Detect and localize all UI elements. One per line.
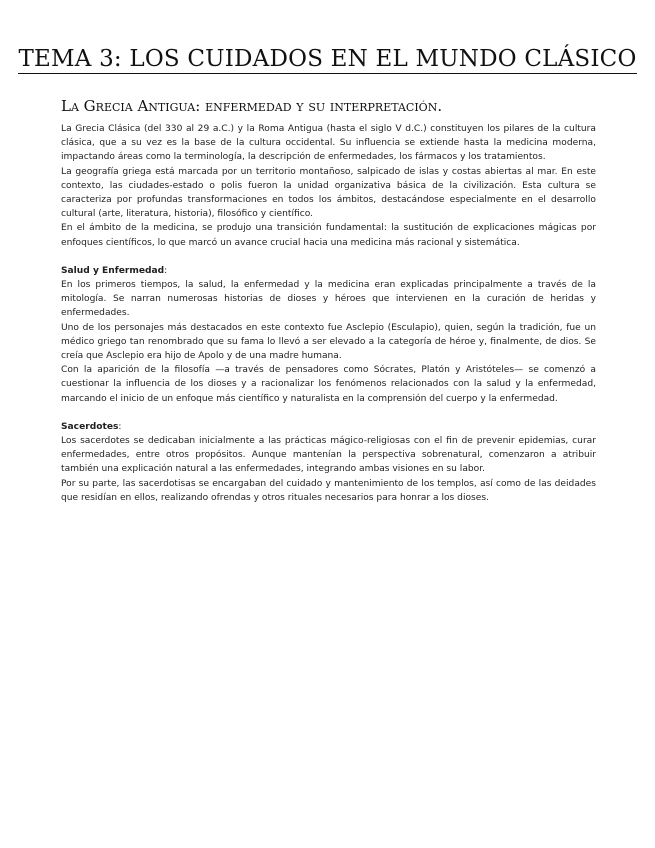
salud-heading — [61, 264, 596, 278]
salud-paragraph-3: Con la aparición de la filosofía —a través de pensadores como Sócrates, Platón y Aristóteles— se comenzó a cuestionar la influencia de los dioses y a racionalizar los fenómenos relacionados con la salud y la enfermedad, marcando el inicio de un enfoque más científico y naturalista en la comprensión del cuerpo y la enfermedad. — [61, 365, 596, 404]
sacerdotes-paragraph-2: Por su parte, las sacerdotisas se encargaban del cuidado y mantenimiento de los templos, así como de las deidades que residían en ellos, realizando ofrendas y otros rituales necesarios para honrar a los dioses. — [61, 478, 596, 503]
sacerdotes-heading — [61, 420, 596, 434]
paragraph-spacer — [61, 406, 596, 420]
paragraph-spacer — [61, 250, 596, 264]
sacerdotes-paragraph-1: Los sacerdotes se dedicaban inicialmente a las prácticas mágico-religiosas con el fin de prevenir epidemias, curar enfermedades, entre otros propósitos. Aunque mantenían la perspectiva sobrenatural, comenzaron a atribuir también una explicación natural a las enfermedades, integrando ambas visiones en su labor. — [61, 436, 596, 475]
salud-heading-colon: : — [164, 265, 168, 276]
intro-paragraph-2: La geografía griega está marcada por un territorio montañoso, salpicado de islas y costas abiertas al mar. En este contexto, las ciudades-estado o polis fueron la unidad organizativa básica de la civilización. Esta cultura se caracteriza por profundas transformaciones en todos los ámbitos, destacándose especialmente en el desarrollo cultural (arte, literatura, historia), filosófico y científico. — [61, 166, 596, 220]
sacerdotes-heading-text: Sacerdotes — [61, 421, 119, 432]
page-title-text: TEMA 3: LOS CUIDADOS EN EL MUNDO CLÁSICO — [18, 46, 637, 72]
sacerdotes-heading-colon: : — [118, 421, 122, 432]
salud-paragraph-1: En los primeros tiempos, la salud, la enfermedad y la medicina eran explicadas principalmente a través de la mitología. Se narran numerosas historias de dioses y héroes que intervienen en la curación de heridas y enfermedades. — [61, 280, 596, 319]
document-body — [61, 122, 596, 505]
section-subtitle: La Grecia Antigua: enfermedad y su interpretación. — [61, 97, 443, 115]
salud-paragraph-2: Uno de los personajes más destacados en este contexto fue Asclepio (Esculapio), quien, según la tradición, fue un médico griego tan renombrado que su fama lo llevó a ser elevado a la categoría de héroe y, finalmente, de dios. Se creía que Asclepio era hijo de Apolo y de una madre humana. — [61, 322, 596, 362]
intro-paragraph-1: La Grecia Clásica (del 330 al 29 a.C.) y la Roma Antigua (hasta el siglo V d.C.) constituyen los pilares de la cultura clásica, que a su vez es la base de la cultura occidental. Su influencia se extiende hasta la medicina moderna, impactando áreas como la terminología, la descripción de enfermedades, los fármacos y los tratamientos. — [61, 124, 596, 163]
intro-paragraph-3: En el ámbito de la medicina, se produjo una transición fundamental: la sustitución de explicaciones mágicas por enfoques científicos, lo que marcó un avance crucial hacia una medicina más racional y sistemática. — [61, 223, 596, 248]
salud-heading-text: Salud y Enfermedad — [61, 265, 165, 276]
page-title — [0, 46, 655, 72]
